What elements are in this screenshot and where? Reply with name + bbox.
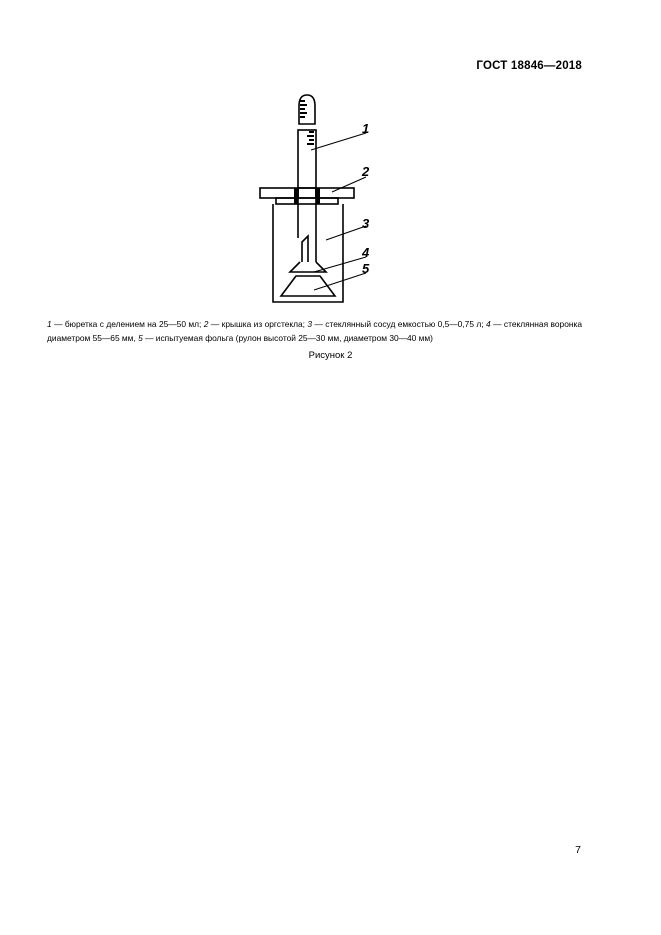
- funnel-stem: [302, 236, 308, 262]
- lid: [260, 188, 354, 198]
- burette-seal-right: [315, 188, 320, 198]
- label-2: 2: [362, 164, 370, 179]
- lid-inner: [276, 198, 338, 204]
- burette-tube: [298, 130, 316, 188]
- burette-seal-left: [294, 188, 299, 198]
- document-header: ГОСТ 18846—2018: [476, 60, 582, 72]
- label-1: 1: [362, 121, 370, 136]
- label-5: 5: [362, 261, 370, 276]
- page-number: 7: [575, 844, 581, 856]
- apparatus-diagram: [0, 0, 661, 310]
- figure-title: Рисунок 2: [308, 350, 353, 361]
- figure-caption: 1 — бюретка с делением на 25—50 мл; 2 — крышка из оргстекла; 3 — стеклянный сосуд емкостью 0,5—0,75 л; 4 — стеклянная воронка диаметром 55—65 мм, 5 — испытуемая фольга (рулон высотой 25—30 мм, диаметром 30—40 мм): [47, 319, 582, 343]
- label-3: 3: [362, 216, 370, 231]
- label-4: 4: [362, 245, 370, 260]
